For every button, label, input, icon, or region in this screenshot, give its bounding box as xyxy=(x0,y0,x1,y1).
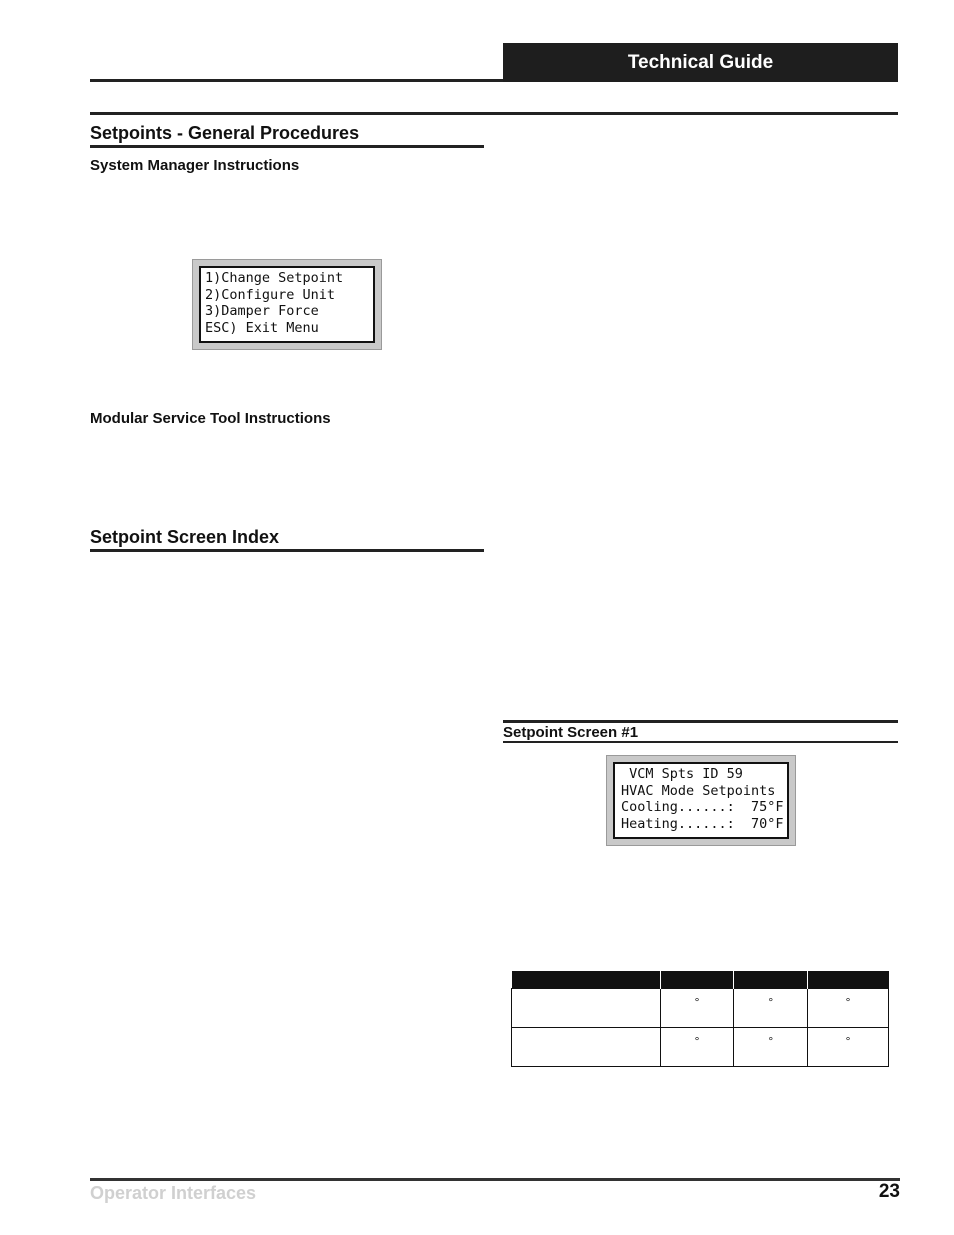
table-header-cell xyxy=(808,971,889,988)
table-header-row xyxy=(512,971,889,988)
guide-title-banner xyxy=(503,43,898,82)
table-cell: ° xyxy=(808,1027,889,1066)
section-top-rule xyxy=(90,112,898,115)
lcd-line: ESC) Exit Menu xyxy=(205,319,319,336)
heading-rule xyxy=(90,549,484,552)
lcd-line: 2)Configure Unit xyxy=(205,286,336,303)
footer-section-name: Operator Interfaces xyxy=(90,1183,257,1203)
lcd-line: HVAC Mode Setpoints xyxy=(621,782,776,799)
lcd-line: VCM Spts ID 59 xyxy=(621,766,743,782)
table-row-label xyxy=(512,988,661,1027)
lcd-line: Cooling......: 75°F xyxy=(621,799,784,815)
header-rule xyxy=(90,79,504,82)
table-row xyxy=(512,1027,889,1066)
heading-setpoint-screen-index: Setpoint Screen Index xyxy=(90,527,280,547)
screen1-top-rule xyxy=(503,720,898,723)
table-row-label xyxy=(512,1027,661,1066)
table-cell: ° xyxy=(734,1027,808,1066)
lcd-line: Heating......: 70°F xyxy=(621,815,784,832)
table-cell: ° xyxy=(660,988,734,1027)
footer-rule xyxy=(90,1178,900,1181)
table-header-cell xyxy=(734,971,808,988)
menu-lcd-display xyxy=(192,259,382,350)
table-header-cell xyxy=(512,971,661,988)
heading-general-procedures: Setpoints - General Procedures xyxy=(90,123,360,143)
screen1-lcd-screen xyxy=(613,762,789,839)
menu-lcd-screen xyxy=(199,266,375,343)
screen1-lcd-display xyxy=(606,755,796,846)
page-number: 23 xyxy=(878,1181,900,1202)
guide-title: Technical Guide xyxy=(627,51,774,73)
heading-setpoint-screen-1: Setpoint Screen #1 xyxy=(503,724,639,741)
table-cell: ° xyxy=(808,988,889,1027)
lcd-line: 3)Damper Force xyxy=(205,303,319,319)
table-cell: ° xyxy=(660,1027,734,1066)
table-header-cell xyxy=(660,971,734,988)
screen1-bottom-rule xyxy=(503,741,898,743)
lcd-line: 1)Change Setpoint xyxy=(205,270,344,286)
setpoint-table xyxy=(511,971,889,1067)
heading-system-manager: System Manager Instructions xyxy=(90,157,300,174)
heading-modular-service-tool: Modular Service Tool Instructions xyxy=(90,410,331,427)
table-row xyxy=(512,988,889,1027)
heading-rule xyxy=(90,145,484,148)
table-cell: ° xyxy=(734,988,808,1027)
